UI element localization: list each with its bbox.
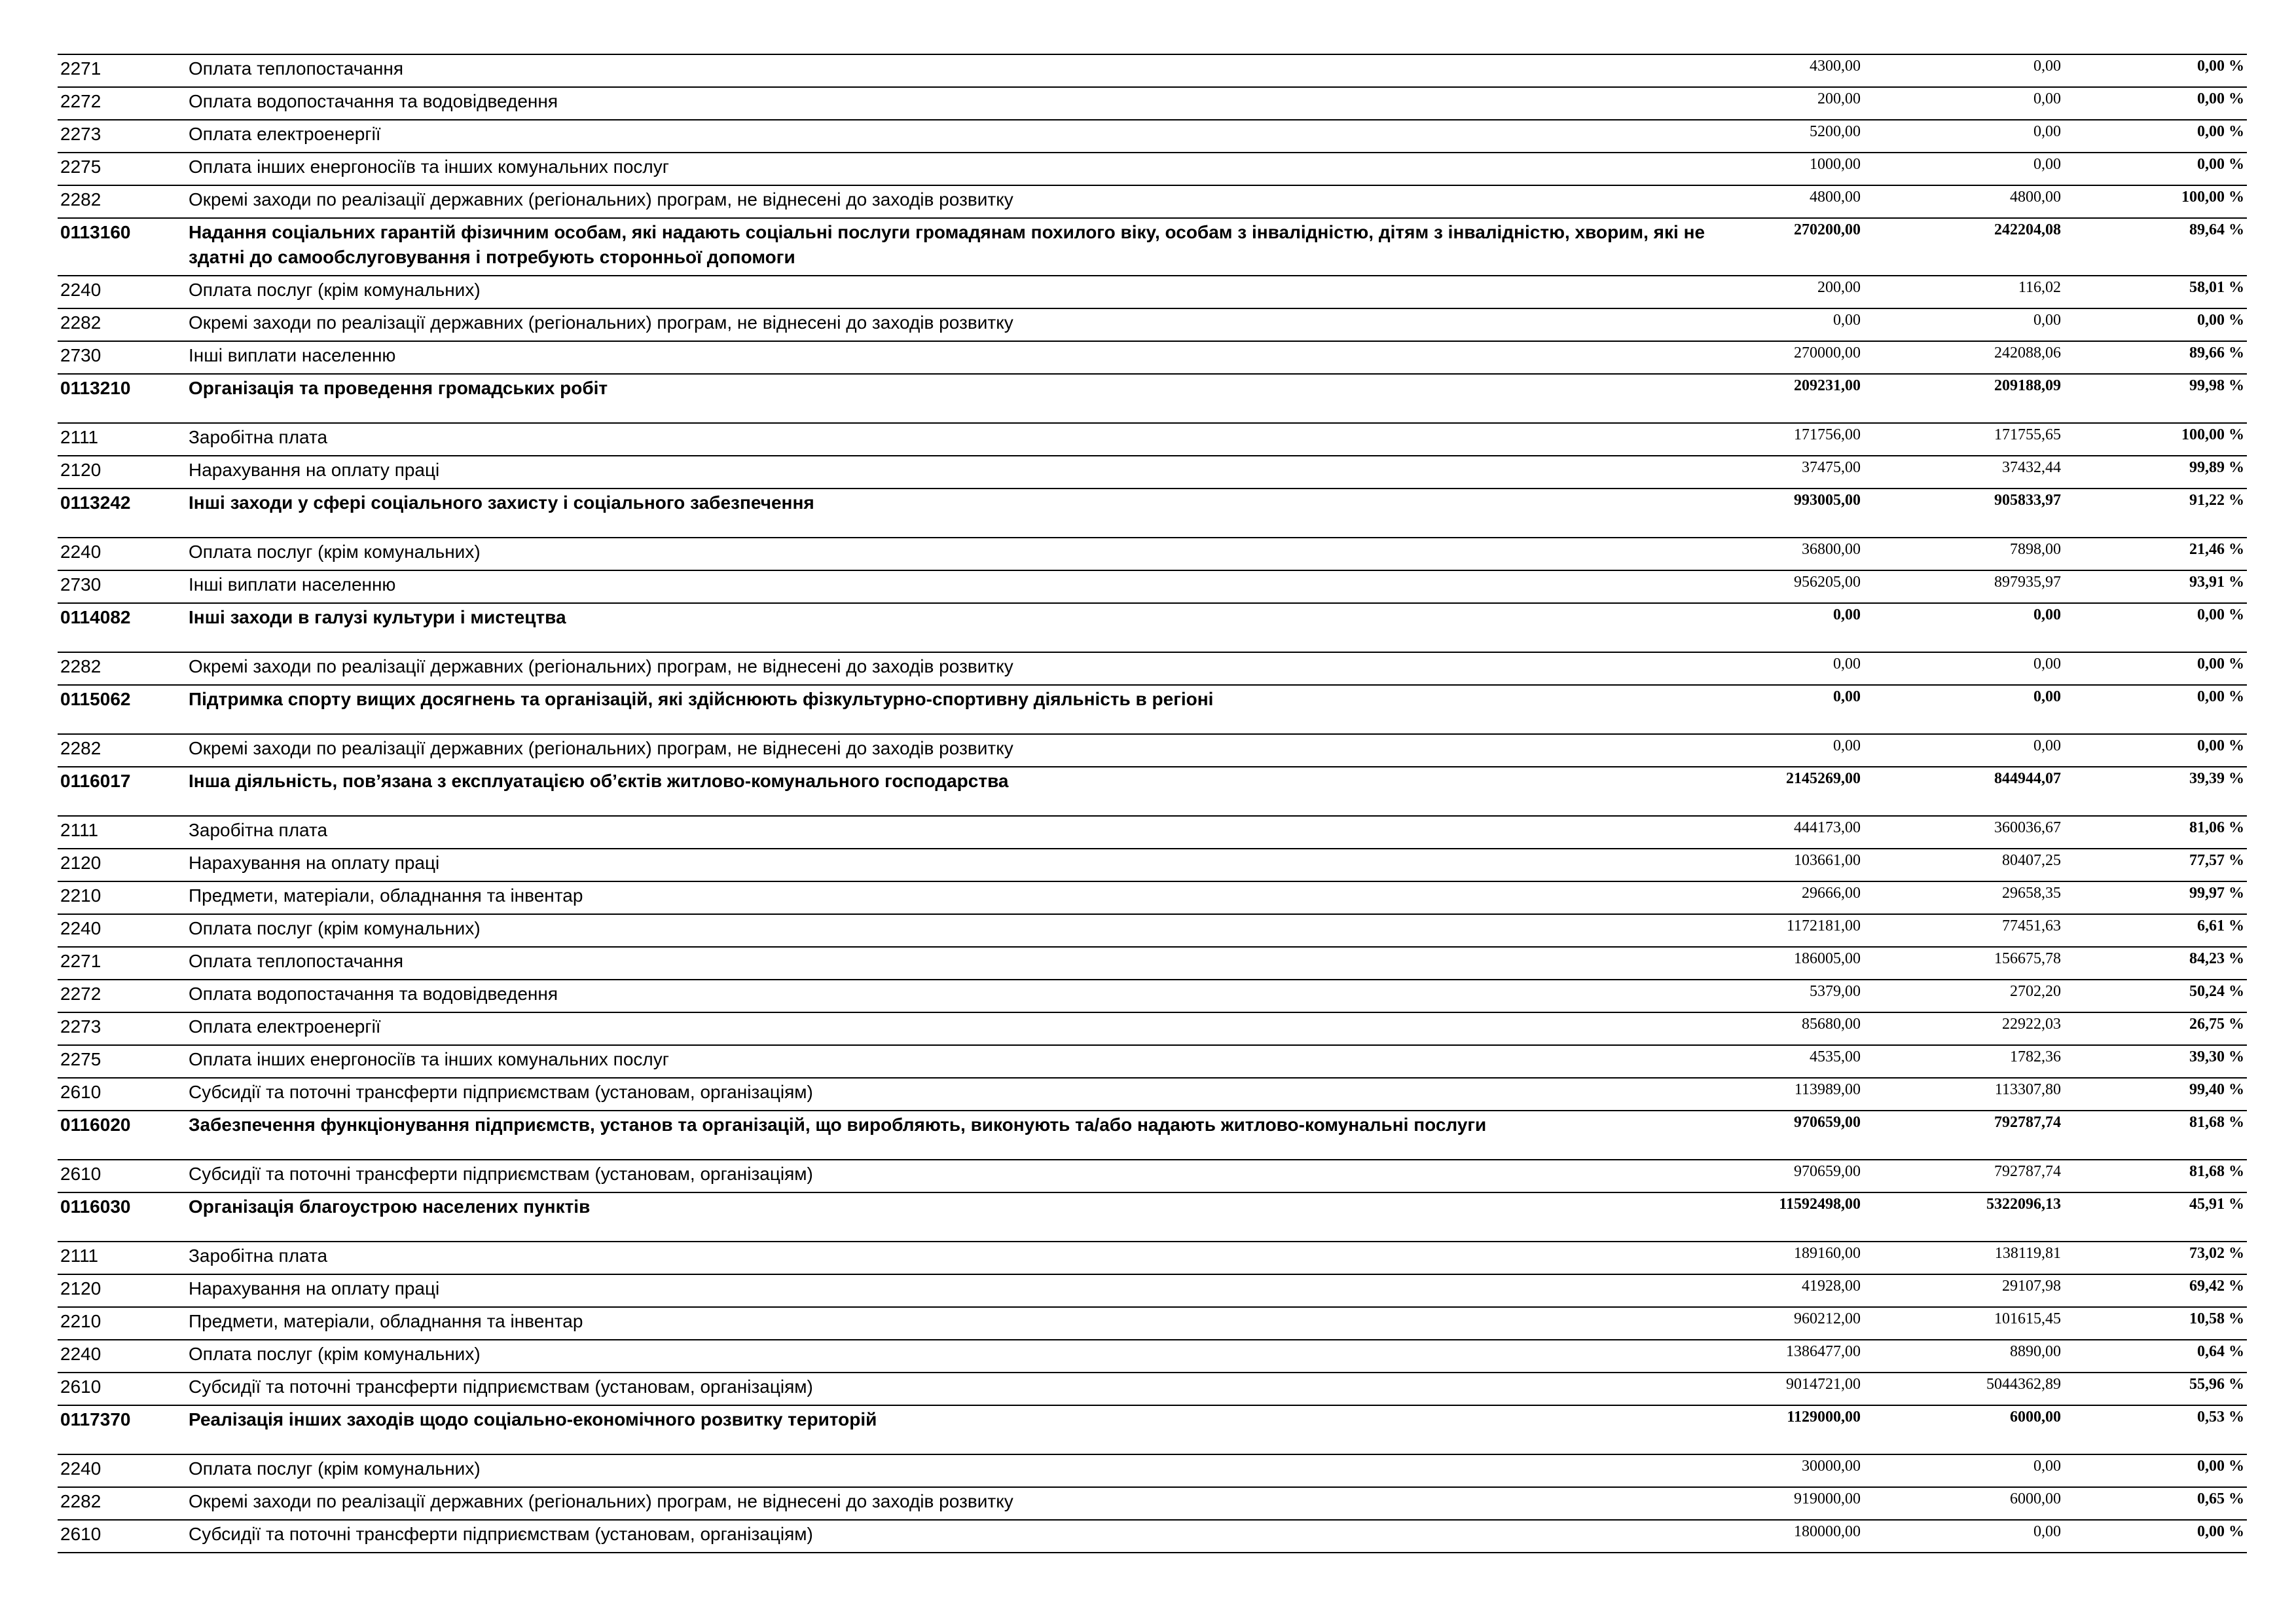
table-row <box>58 54 2247 86</box>
row-code: 2282 <box>60 312 101 333</box>
execution-percent: 6,61 % <box>2197 917 2244 934</box>
actual-amount: 0,00 <box>2033 58 2061 75</box>
execution-percent: 0,00 % <box>2197 1458 2244 1475</box>
planned-amount: 0,00 <box>1833 655 1861 673</box>
actual-amount: 792787,74 <box>1994 1163 2061 1180</box>
actual-amount: 5322096,13 <box>1986 1196 2061 1213</box>
execution-percent: 0,00 % <box>2197 58 2244 75</box>
table-row <box>58 537 2247 570</box>
row-code: 2271 <box>60 58 101 79</box>
row-code: 2275 <box>60 1049 101 1069</box>
section-row <box>58 488 2247 537</box>
row-name: Предмети, матеріали, обладнання та інвентар <box>189 1311 583 1331</box>
execution-percent: 99,40 % <box>2189 1081 2244 1098</box>
planned-amount: 0,00 <box>1833 737 1861 754</box>
execution-percent: 0,00 % <box>2197 90 2244 107</box>
row-name: Оплата теплопостачання <box>189 951 404 971</box>
row-name: Оплата послуг (крім комунальних) <box>189 1344 481 1364</box>
planned-amount: 200,00 <box>1817 90 1861 107</box>
planned-amount: 4300,00 <box>1810 58 1861 75</box>
section-row <box>58 1405 2247 1454</box>
table-row <box>58 815 2247 848</box>
actual-amount: 138119,81 <box>1994 1245 2061 1262</box>
execution-percent: 0,00 % <box>2197 1523 2244 1540</box>
row-code: 0113242 <box>60 492 131 513</box>
row-name: Оплата водопостачання та водовідведення <box>189 984 558 1004</box>
actual-amount: 0,00 <box>2033 1523 2061 1540</box>
execution-percent: 77,57 % <box>2189 852 2244 869</box>
planned-amount: 5379,00 <box>1810 983 1861 1000</box>
actual-amount: 0,00 <box>2033 688 2061 705</box>
planned-amount: 0,00 <box>1833 312 1861 329</box>
actual-amount: 29107,98 <box>2002 1278 2061 1295</box>
table-row <box>58 1241 2247 1274</box>
actual-amount: 0,00 <box>2033 606 2061 623</box>
execution-percent: 21,46 % <box>2189 541 2244 558</box>
planned-amount: 171756,00 <box>1794 426 1861 443</box>
row-name: Оплата послуг (крім комунальних) <box>189 1458 481 1479</box>
execution-percent: 0,00 % <box>2197 606 2244 623</box>
execution-percent: 39,39 % <box>2189 770 2244 787</box>
row-code: 2120 <box>60 1278 101 1299</box>
row-name: Інші заходи у сфері соціального захисту і соціального забезпечення <box>189 492 814 513</box>
table-row <box>58 119 2247 152</box>
execution-percent: 91,22 % <box>2189 492 2244 509</box>
table-row <box>58 152 2247 185</box>
row-code: 2610 <box>60 1524 101 1544</box>
section-row <box>58 1192 2247 1241</box>
row-code: 2282 <box>60 656 101 676</box>
table-row <box>58 1044 2247 1077</box>
execution-percent: 81,06 % <box>2189 819 2244 836</box>
planned-amount: 189160,00 <box>1794 1245 1861 1262</box>
row-code: 2240 <box>60 542 101 562</box>
planned-amount: 5200,00 <box>1810 123 1861 140</box>
planned-amount: 200,00 <box>1817 279 1861 296</box>
planned-amount: 4535,00 <box>1810 1048 1861 1065</box>
actual-amount: 6000,00 <box>2010 1409 2061 1426</box>
section-row <box>58 766 2247 815</box>
table-row <box>58 1519 2247 1553</box>
planned-amount: 11592498,00 <box>1779 1196 1861 1213</box>
actual-amount: 5044362,89 <box>1986 1376 2061 1393</box>
table-row <box>58 570 2247 602</box>
row-code: 2120 <box>60 460 101 480</box>
row-name: Субсидії та поточні трансферти підприємствам (установам, організаціям) <box>189 1524 813 1544</box>
row-name: Оплата послуг (крім комунальних) <box>189 280 481 300</box>
actual-amount: 360036,67 <box>1994 819 2061 836</box>
row-code: 2272 <box>60 984 101 1004</box>
planned-amount: 270000,00 <box>1794 344 1861 361</box>
planned-amount: 9014721,00 <box>1786 1376 1861 1393</box>
row-code: 0116017 <box>60 771 131 791</box>
execution-percent: 45,91 % <box>2189 1196 2244 1213</box>
row-name: Окремі заходи по реалізації державних (регіональних) програм, не віднесені до заходів розвитку <box>189 738 1013 758</box>
actual-amount: 897935,97 <box>1994 574 2061 591</box>
row-code: 0116020 <box>60 1115 131 1135</box>
row-name: Інші виплати населенню <box>189 345 396 365</box>
table-row <box>58 341 2247 373</box>
row-name: Оплата водопостачання та водовідведення <box>189 91 558 111</box>
planned-amount: 37475,00 <box>1802 459 1861 476</box>
row-code: 2273 <box>60 124 101 144</box>
planned-amount: 956205,00 <box>1794 574 1861 591</box>
actual-amount: 209188,09 <box>1994 377 2061 394</box>
row-code: 2282 <box>60 1491 101 1511</box>
planned-amount: 30000,00 <box>1802 1458 1861 1475</box>
row-name: Оплата теплопостачання <box>189 58 404 79</box>
table-row <box>58 733 2247 766</box>
row-name: Субсидії та поточні трансферти підприємствам (установам, організаціям) <box>189 1164 813 1184</box>
actual-amount: 792787,74 <box>1994 1114 2061 1131</box>
execution-percent: 39,30 % <box>2189 1048 2244 1065</box>
actual-amount: 171755,65 <box>1994 426 2061 443</box>
table-row <box>58 1454 2247 1486</box>
planned-amount: 993005,00 <box>1794 492 1861 509</box>
execution-percent: 0,65 % <box>2197 1490 2244 1507</box>
actual-amount: 7898,00 <box>2010 541 2061 558</box>
actual-amount: 0,00 <box>2033 90 2061 107</box>
table-row <box>58 1274 2247 1306</box>
execution-percent: 100,00 % <box>2181 189 2244 206</box>
table-row <box>58 913 2247 946</box>
execution-percent: 58,01 % <box>2189 279 2244 296</box>
actual-amount: 113307,80 <box>1994 1081 2061 1098</box>
execution-percent: 0,00 % <box>2197 312 2244 329</box>
actual-amount: 0,00 <box>2033 123 2061 140</box>
planned-amount: 970659,00 <box>1794 1163 1861 1180</box>
row-code: 2282 <box>60 189 101 210</box>
planned-amount: 1386477,00 <box>1786 1343 1861 1360</box>
actual-amount: 2702,20 <box>2010 983 2061 1000</box>
row-code: 2111 <box>60 1246 99 1266</box>
row-name: Предмети, матеріали, обладнання та інвентар <box>189 885 583 906</box>
row-code: 2210 <box>60 885 101 906</box>
row-name: Нарахування на оплату праці <box>189 1278 440 1299</box>
actual-amount: 80407,25 <box>2002 852 2061 869</box>
row-name: Субсидії та поточні трансферти підприємствам (установам, організаціям) <box>189 1082 813 1102</box>
planned-amount: 209231,00 <box>1794 377 1861 394</box>
planned-amount: 113989,00 <box>1794 1081 1861 1098</box>
planned-amount: 85680,00 <box>1802 1016 1861 1033</box>
execution-percent: 84,23 % <box>2189 950 2244 967</box>
table-row <box>58 1306 2247 1339</box>
row-name: Окремі заходи по реалізації державних (регіональних) програм, не віднесені до заходів розвитку <box>189 1491 1013 1511</box>
execution-percent: 26,75 % <box>2189 1016 2244 1033</box>
execution-percent: 0,00 % <box>2197 655 2244 673</box>
section-row <box>58 373 2247 422</box>
row-code: 2120 <box>60 853 101 873</box>
planned-amount: 2145269,00 <box>1786 770 1861 787</box>
table-row <box>58 1486 2247 1519</box>
row-name: Інші виплати населенню <box>189 574 396 595</box>
actual-amount: 242204,08 <box>1994 221 2061 238</box>
row-code: 2275 <box>60 157 101 177</box>
execution-percent: 100,00 % <box>2181 426 2244 443</box>
row-name: Інші заходи в галузі культури і мистецтва <box>189 607 566 627</box>
actual-amount: 156675,78 <box>1994 950 2061 967</box>
planned-amount: 41928,00 <box>1802 1278 1861 1295</box>
row-code: 2610 <box>60 1376 101 1397</box>
planned-amount: 36800,00 <box>1802 541 1861 558</box>
row-code: 2730 <box>60 345 101 365</box>
row-name: Окремі заходи по реалізації державних (регіональних) програм, не віднесені до заходів розвитку <box>189 656 1013 676</box>
row-name: Заробітна плата <box>189 1246 328 1266</box>
actual-amount: 101615,45 <box>1994 1310 2061 1327</box>
row-code: 2273 <box>60 1016 101 1037</box>
table-row <box>58 275 2247 308</box>
execution-percent: 89,66 % <box>2189 344 2244 361</box>
execution-percent: 81,68 % <box>2189 1163 2244 1180</box>
execution-percent: 0,00 % <box>2197 737 2244 754</box>
row-name: Оплата інших енергоносіїв та інших комунальних послуг <box>189 157 669 177</box>
execution-percent: 50,24 % <box>2189 983 2244 1000</box>
execution-percent: 0,00 % <box>2197 123 2244 140</box>
row-code: 2610 <box>60 1164 101 1184</box>
row-name: Оплата послуг (крім комунальних) <box>189 542 481 562</box>
actual-amount: 905833,97 <box>1994 492 2061 509</box>
row-name: Заробітна плата <box>189 820 328 840</box>
table-row <box>58 185 2247 217</box>
planned-amount: 186005,00 <box>1794 950 1861 967</box>
execution-percent: 99,89 % <box>2189 459 2244 476</box>
planned-amount: 960212,00 <box>1794 1310 1861 1327</box>
table-row <box>58 1159 2247 1192</box>
table-row <box>58 1012 2247 1044</box>
planned-amount: 444173,00 <box>1794 819 1861 836</box>
row-code: 2730 <box>60 574 101 595</box>
row-name: Організація та проведення громадських робіт <box>189 378 608 398</box>
row-name: Нарахування на оплату праці <box>189 460 440 480</box>
row-code: 0113160 <box>60 222 131 242</box>
actual-amount: 77451,63 <box>2002 917 2061 934</box>
row-name: Оплата інших енергоносіїв та інших комунальних послуг <box>189 1049 669 1069</box>
actual-amount: 844944,07 <box>1994 770 2061 787</box>
execution-percent: 93,91 % <box>2189 574 2244 591</box>
execution-percent: 89,64 % <box>2189 221 2244 238</box>
row-code: 2210 <box>60 1311 101 1331</box>
row-name: Оплата послуг (крім комунальних) <box>189 918 481 938</box>
planned-amount: 1000,00 <box>1810 156 1861 173</box>
planned-amount: 4800,00 <box>1810 189 1861 206</box>
actual-amount: 6000,00 <box>2010 1490 2061 1507</box>
row-name: Надання соціальних гарантій фізичним особам, які надають соціальні послуги громадянам похилого віку, особам з інвалідністю, дітям з інвалідністю, хворим, які не здатні до самообслуговування і потребують сторонньої допомоги <box>189 222 1705 267</box>
actual-amount: 4800,00 <box>2010 189 2061 206</box>
execution-percent: 69,42 % <box>2189 1278 2244 1295</box>
planned-amount: 919000,00 <box>1794 1490 1861 1507</box>
actual-amount: 242088,06 <box>1994 344 2061 361</box>
row-code: 2111 <box>60 427 99 447</box>
execution-percent: 81,68 % <box>2189 1114 2244 1131</box>
actual-amount: 0,00 <box>2033 1458 2061 1475</box>
actual-amount: 0,00 <box>2033 312 2061 329</box>
row-code: 0116030 <box>60 1196 131 1217</box>
row-code: 2240 <box>60 1458 101 1479</box>
row-code: 0113210 <box>60 378 131 398</box>
planned-amount: 0,00 <box>1833 606 1861 623</box>
actual-amount: 29658,35 <box>2002 885 2061 902</box>
table-row <box>58 422 2247 455</box>
actual-amount: 37432,44 <box>2002 459 2061 476</box>
planned-amount: 103661,00 <box>1794 852 1861 869</box>
table-row <box>58 455 2247 488</box>
table-row <box>58 1077 2247 1110</box>
row-name: Оплата електроенергії <box>189 124 381 144</box>
row-name: Організація благоустрою населених пунктів <box>189 1196 591 1217</box>
execution-percent: 73,02 % <box>2189 1245 2244 1262</box>
actual-amount: 22922,03 <box>2002 1016 2061 1033</box>
planned-amount: 270200,00 <box>1794 221 1861 238</box>
table-row <box>58 652 2247 684</box>
row-code: 0114082 <box>60 607 131 627</box>
row-code: 0115062 <box>60 689 131 709</box>
actual-amount: 8890,00 <box>2010 1343 2061 1360</box>
planned-amount: 1172181,00 <box>1786 917 1861 934</box>
row-code: 2240 <box>60 280 101 300</box>
row-name: Окремі заходи по реалізації державних (регіональних) програм, не віднесені до заходів розвитку <box>189 189 1013 210</box>
row-name: Окремі заходи по реалізації державних (регіональних) програм, не віднесені до заходів розвитку <box>189 312 1013 333</box>
table-row <box>58 848 2247 881</box>
table-row <box>58 1339 2247 1372</box>
actual-amount: 116,02 <box>2018 279 2061 296</box>
table-row <box>58 979 2247 1012</box>
row-code: 2111 <box>60 820 99 840</box>
section-row <box>58 1110 2247 1159</box>
row-name: Інша діяльність, пов’язана з експлуатацією об’єктів житлово-комунального господарства <box>189 771 1009 791</box>
row-name: Субсидії та поточні трансферти підприємствам (установам, організаціям) <box>189 1376 813 1397</box>
planned-amount: 0,00 <box>1833 688 1861 705</box>
execution-percent: 0,00 % <box>2197 688 2244 705</box>
row-code: 2240 <box>60 1344 101 1364</box>
row-name: Реалізація інших заходів щодо соціально-економічного розвитку територій <box>189 1409 877 1430</box>
section-row <box>58 684 2247 733</box>
actual-amount: 0,00 <box>2033 156 2061 173</box>
actual-amount: 0,00 <box>2033 737 2061 754</box>
table-row <box>58 86 2247 119</box>
section-row <box>58 217 2247 275</box>
execution-percent: 0,53 % <box>2197 1409 2244 1426</box>
row-code: 2272 <box>60 91 101 111</box>
execution-percent: 99,98 % <box>2189 377 2244 394</box>
section-row <box>58 602 2247 652</box>
row-code: 0117370 <box>60 1409 131 1430</box>
table-row <box>58 881 2247 913</box>
budget-execution-table <box>58 54 2247 1553</box>
row-code: 2610 <box>60 1082 101 1102</box>
row-code: 2282 <box>60 738 101 758</box>
planned-amount: 1129000,00 <box>1787 1409 1861 1426</box>
actual-amount: 0,00 <box>2033 655 2061 673</box>
planned-amount: 29666,00 <box>1802 885 1861 902</box>
row-code: 2240 <box>60 918 101 938</box>
row-name: Підтримка спорту вищих досягнень та організацій, які здійснюють фізкультурно-спортивну діяльність в регіоні <box>189 689 1214 709</box>
planned-amount: 180000,00 <box>1794 1523 1861 1540</box>
execution-percent: 10,58 % <box>2189 1310 2244 1327</box>
row-name: Оплата електроенергії <box>189 1016 381 1037</box>
actual-amount: 1782,36 <box>2010 1048 2061 1065</box>
planned-amount: 970659,00 <box>1794 1114 1861 1131</box>
row-code: 2271 <box>60 951 101 971</box>
row-name: Заробітна плата <box>189 427 328 447</box>
row-name: Забезпечення функціонування підприємств, установ та організацій, що виробляють, виконують та/або надають житлово-комунальні послуги <box>189 1115 1487 1135</box>
table-row <box>58 308 2247 341</box>
execution-percent: 99,97 % <box>2189 885 2244 902</box>
execution-percent: 0,64 % <box>2197 1343 2244 1360</box>
table-row <box>58 1372 2247 1405</box>
execution-percent: 0,00 % <box>2197 156 2244 173</box>
execution-percent: 55,96 % <box>2189 1376 2244 1393</box>
row-name: Нарахування на оплату праці <box>189 853 440 873</box>
table-row <box>58 946 2247 979</box>
